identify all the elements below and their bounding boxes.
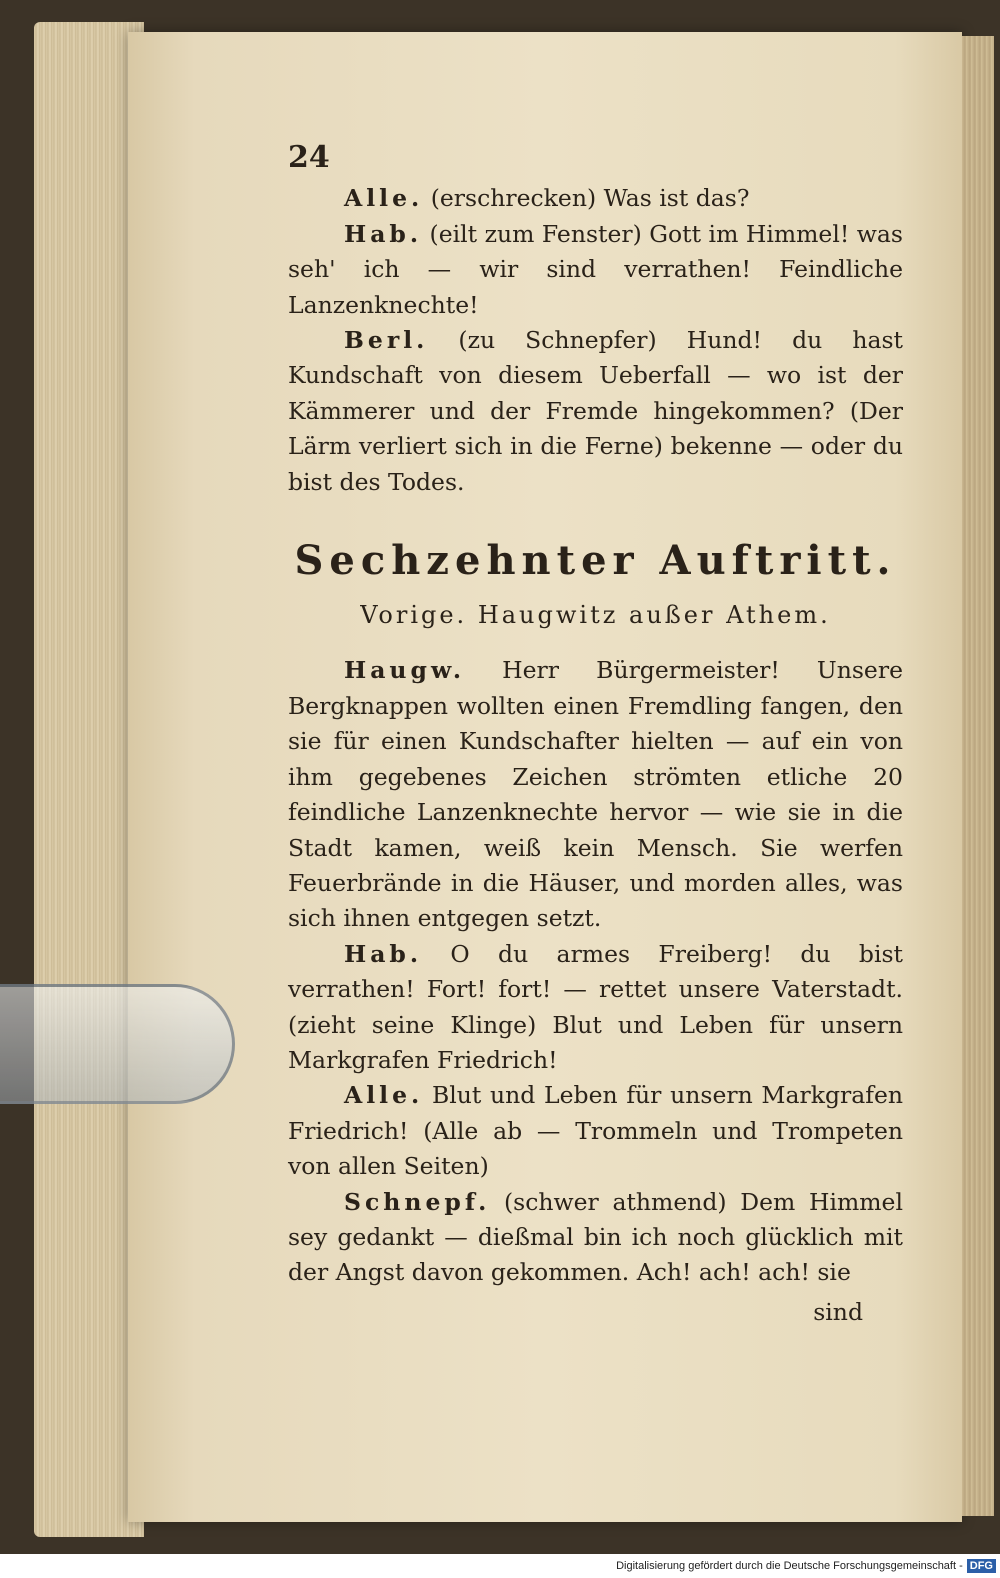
paragraph-text: Blut und Leben für unsern Markgrafen Friedrich! (Alle ab — Trommeln und Trompeten von allen Seiten)	[288, 1081, 903, 1181]
dfg-logo: DFG	[967, 1559, 996, 1573]
scene-title: Sechzehnter Auftritt.	[294, 537, 897, 585]
paragraph-text: (schwer athmend) Dem Himmel sey gedankt — dießmal bin ich noch glücklich mit der Angst davon gekommen. Ach! ach! ach! sie	[288, 1187, 903, 1287]
page-number: 24	[288, 140, 330, 175]
paragraph	[288, 653, 903, 936]
paragraph-text: (zu Schnepfer) Hund! du hast Kundschaft von diesem Ueberfall — wo ist der Kämmerer und der Fremde hingekommen? (Der Lärm verliert sich in die Ferne) bekenne — oder du bist des Todes.	[288, 326, 903, 496]
paragraph	[288, 323, 903, 500]
speaker-name: Alle.	[344, 1081, 424, 1110]
scene-characters: Vorige. Haugwitz außer Athem.	[360, 601, 831, 630]
speaker-name: Hab.	[344, 219, 423, 248]
paragraph	[288, 217, 903, 323]
paragraph-text: Herr Bürgermeister! Unsere Bergknappen wollten einen Fremdling fangen, den sie für einen Kundschafter hielten — auf ein von ihm gegebenes Zeichen strömten etliche 20 feindliche Lanzenknechte hervor — wie sie in die Stadt kamen, weiß kein Mensch. Sie werfen Feuerbrände in die Häuser, und morden alles, was sich ihnen entgegen setzt.	[288, 656, 903, 933]
page-text	[288, 140, 903, 1330]
paragraph	[288, 1078, 903, 1184]
book-right-edge	[962, 36, 994, 1516]
catchword: sind	[813, 1297, 863, 1326]
paragraph	[288, 181, 903, 216]
digitization-footer	[0, 1554, 1000, 1578]
speaker-name: Berl.	[344, 326, 429, 355]
speaker-name: Haugw.	[344, 656, 465, 685]
glass-page-weight	[0, 984, 235, 1104]
speaker-name: Schnepf.	[344, 1187, 491, 1216]
speaker-name: Hab.	[344, 939, 423, 968]
footer-text: Digitalisierung gefördert durch die Deutsche Forschungsgemeinschaft -	[616, 1560, 963, 1572]
paragraph-text: (erschrecken) Was ist das?	[430, 184, 750, 213]
paragraph-text: O du armes Freiberg! du bist verrathen! Fort! fort! — rettet unsere Vaterstadt. (zieht seine Klinge) Blut und Leben für unsern Markgrafen Friedrich!	[288, 939, 903, 1074]
speaker-name: Alle.	[344, 184, 424, 213]
paragraph	[288, 1185, 903, 1291]
paragraph	[288, 937, 903, 1079]
paragraph-text: (eilt zum Fenster) Gott im Himmel! was seh' ich — wir sind verrathen! Feindliche Lanzenknechte!	[288, 219, 903, 319]
